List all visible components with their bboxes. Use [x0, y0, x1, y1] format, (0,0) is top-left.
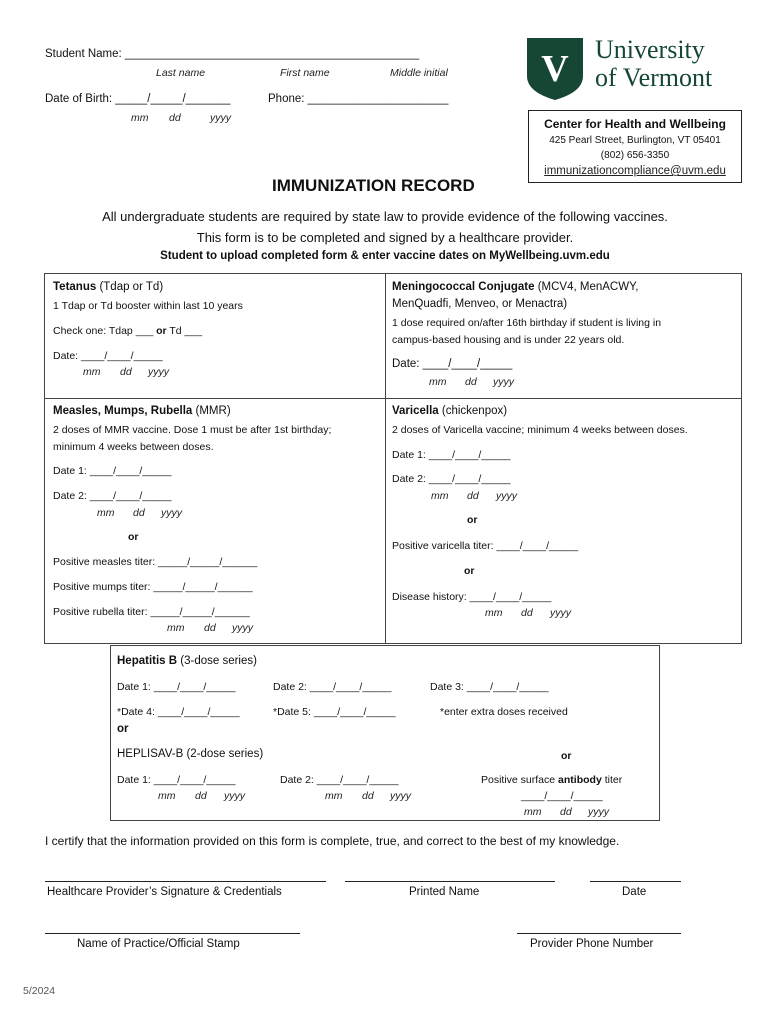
printed-name-line[interactable] [345, 881, 555, 882]
mmr-or: or [128, 531, 139, 543]
hepb-or2: or [561, 750, 572, 762]
meningococcal-desc2: campus-based housing and is under 22 years old. [392, 334, 625, 346]
antibody-titer-date-field[interactable]: ____/____/_____ [521, 790, 603, 802]
intro-line3: Student to upload completed form & enter vaccine dates on MyWellbeing.uvm.edu [160, 250, 610, 262]
revision-date: 5/2024 [23, 985, 56, 997]
heplisav1-mm-caption: mm [158, 790, 176, 802]
antibody-dd-caption: dd [560, 806, 572, 818]
mmr-rubella-titer-field[interactable]: Positive rubella titer: _____/_____/______ [53, 606, 250, 618]
grid-horizontal-divider [44, 398, 742, 399]
mmr-date1-field[interactable]: Date 1: ____/____/_____ [53, 465, 172, 477]
meningococcal-title: Meningococcal Conjugate (MCV4, MenACWY, [392, 281, 639, 293]
tetanus-yyyy-caption: yyyy [148, 366, 169, 378]
heplisav2-mm-caption: mm [325, 790, 343, 802]
hepb-or1: or [117, 723, 129, 735]
varicella-titer-field[interactable]: Positive varicella titer: ____/____/_____ [392, 540, 579, 552]
middle-initial-caption: Middle initial [390, 67, 448, 79]
hepb-date3-field[interactable]: Date 3: ____/____/_____ [430, 681, 549, 693]
last-name-caption: Last name [156, 67, 206, 79]
meningococcal-title-line2: MenQuadfi, Menveo, or Menactra) [392, 298, 568, 310]
contact-email-link[interactable]: immunizationcompliance@uvm.edu [544, 165, 726, 177]
mmr-mumps-titer-field[interactable]: Positive mumps titer: _____/_____/______ [53, 581, 253, 593]
contact-box [528, 110, 742, 183]
mmr-yyyy-caption: yyyy [161, 507, 182, 519]
antibody-titer-label: Positive surface antibody titer [481, 774, 623, 786]
mmr-desc2: minimum 4 weeks between doses. [53, 441, 214, 453]
grid-vertical-divider [385, 273, 386, 644]
hepb-date4-field[interactable]: *Date 4: ____/____/_____ [117, 706, 240, 718]
rubella-yyyy-caption: yyyy [232, 622, 253, 634]
logo-letter: V [541, 48, 569, 90]
contact-title: Center for Health and Wellbeing [544, 117, 726, 131]
meningococcal-desc1: 1 dose required on/after 16th birthday if student is living in [392, 317, 662, 329]
tetanus-dd-caption: dd [120, 366, 132, 378]
varicella-title: Varicella (chickenpox) [392, 405, 508, 417]
intro-line1: All undergraduate students are required by state law to provide evidence of the following vaccines. [102, 209, 668, 224]
hepb-date5-field[interactable]: *Date 5: ____/____/_____ [273, 706, 396, 718]
tetanus-date-field[interactable]: Date: ____/____/_____ [53, 350, 163, 362]
hepb-extra-note: *enter extra doses received [440, 706, 568, 718]
heplisav-date2-field[interactable]: Date 2: ____/____/_____ [280, 774, 399, 786]
varicella-dd-caption: dd [467, 490, 479, 502]
meningococcal-mm-caption: mm [429, 376, 447, 388]
provider-phone-line[interactable] [517, 933, 681, 934]
printed-name-label: Printed Name [409, 886, 480, 898]
contact-phone: (802) 656-3350 [600, 150, 670, 161]
tetanus-check[interactable]: Check one: Tdap ___ or Td ___ [53, 325, 203, 337]
logo-line1: University [595, 35, 705, 64]
hepb-date2-field[interactable]: Date 2: ____/____/_____ [273, 681, 392, 693]
hepb-title: Hepatitis B (3-dose series) [117, 655, 257, 667]
heplisav-title: HEPLISAV-B (2-dose series) [117, 748, 264, 760]
dob-dd-caption: dd [169, 112, 181, 124]
student-name-field[interactable]: Student Name: ______________________________________________ [45, 48, 420, 60]
varicella-desc: 2 doses of Varicella vaccine; minimum 4 weeks between doses. [392, 424, 688, 436]
mmr-measles-titer-field[interactable]: Positive measles titer: _____/_____/______ [53, 556, 258, 568]
signature-date-line[interactable] [590, 881, 681, 882]
varicella-history-field[interactable]: Disease history: ____/____/_____ [392, 591, 552, 603]
mmr-dd-caption: dd [133, 507, 145, 519]
heplisav-date1-field[interactable]: Date 1: ____/____/_____ [117, 774, 236, 786]
mmr-mm-caption: mm [97, 507, 115, 519]
date-label: Date [622, 886, 647, 898]
provider-phone-label: Provider Phone Number [530, 938, 654, 950]
varicella-yyyy-caption: yyyy [496, 490, 517, 502]
dob-mm-caption: mm [131, 112, 149, 124]
dob-yyyy-caption: yyyy [210, 112, 231, 124]
mmr-desc1: 2 doses of MMR vaccine. Dose 1 must be after 1st birthday; [53, 424, 332, 436]
heplisav2-yyyy-caption: yyyy [390, 790, 411, 802]
logo-line2: of Vermont [595, 63, 713, 92]
provider-signature-line[interactable] [45, 881, 326, 882]
varicella-or1: or [467, 514, 478, 526]
varicella-mm-caption: mm [431, 490, 449, 502]
date-of-birth-field[interactable]: Date of Birth: _____/_____/_______ [45, 93, 231, 105]
antibody-mm-caption: mm [524, 806, 542, 818]
uvm-logo [525, 36, 725, 102]
mmr-title: Measles, Mumps, Rubella (MMR) [53, 405, 231, 417]
history-dd-caption: dd [521, 607, 533, 619]
antibody-yyyy-caption: yyyy [588, 806, 609, 818]
heplisav2-dd-caption: dd [362, 790, 374, 802]
hepb-date1-field[interactable]: Date 1: ____/____/_____ [117, 681, 236, 693]
phone-field[interactable]: Phone: ______________________ [268, 93, 449, 105]
first-name-caption: First name [280, 67, 330, 79]
varicella-or2: or [464, 565, 475, 577]
rubella-mm-caption: mm [167, 622, 185, 634]
heplisav1-yyyy-caption: yyyy [224, 790, 245, 802]
varicella-date1-field[interactable]: Date 1: ____/____/_____ [392, 449, 511, 461]
provider-signature-label: Healthcare Provider’s Signature & Credentials [47, 886, 282, 898]
intro-line2: This form is to be completed and signed by a healthcare provider. [196, 230, 574, 245]
meningococcal-yyyy-caption: yyyy [493, 376, 514, 388]
practice-stamp-label: Name of Practice/Official Stamp [77, 938, 240, 950]
uvm-shield-icon [525, 36, 585, 102]
tetanus-mm-caption: mm [83, 366, 101, 378]
history-mm-caption: mm [485, 607, 503, 619]
rubella-dd-caption: dd [204, 622, 216, 634]
contact-address: 425 Pearl Street, Burlington, VT 05401 [549, 135, 721, 146]
meningococcal-date-field[interactable]: Date: ____/____/_____ [392, 358, 513, 370]
history-yyyy-caption: yyyy [550, 607, 571, 619]
practice-stamp-line[interactable] [45, 933, 300, 934]
meningococcal-dd-caption: dd [465, 376, 477, 388]
mmr-date2-field[interactable]: Date 2: ____/____/_____ [53, 490, 172, 502]
tetanus-desc: 1 Tdap or Td booster within last 10 years [53, 300, 243, 312]
heplisav1-dd-caption: dd [195, 790, 207, 802]
varicella-date2-field[interactable]: Date 2: ____/____/_____ [392, 473, 511, 485]
form-title: IMMUNIZATION RECORD [272, 176, 475, 195]
certification-statement: I certify that the information provided on this form is complete, true, and correct to the best of my knowledge. [45, 834, 620, 848]
tetanus-title: Tetanus (Tdap or Td) [53, 281, 164, 293]
